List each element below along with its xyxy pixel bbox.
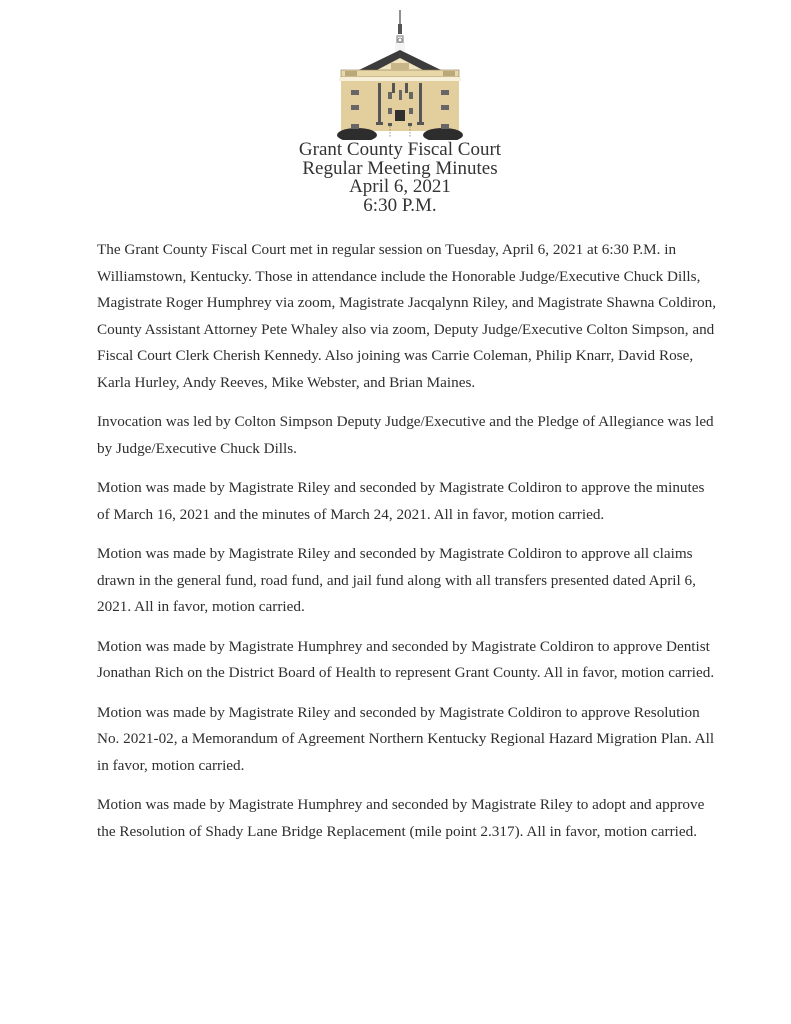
meeting-time: 6:30 P.M. [363, 194, 437, 216]
motion-paragraph: Motion was made by Magistrate Humphrey and seconded by Magistrate Coldiron to approve Dentist Jonathan Rich on the District Board of Health to represent Grant County. All in favor, motion carried. [97, 637, 715, 681]
motion-paragraph: Motion was made by Magistrate Riley and seconded by Magistrate Coldiron to approve all claims drawn in the general fund, road fund, and jail fund along with all transfers presented dated April 6, 2021. All in favor, motion carried. [97, 545, 696, 615]
meeting-date: April 6, 2021 [349, 176, 451, 197]
meeting-type: Regular Meeting Minutes [302, 157, 498, 179]
court-name: Grant County Fiscal Court [298, 139, 502, 160]
courthouse-building-icon [337, 10, 463, 140]
attendance-paragraph: The Grant County Fiscal Court met in regular session on Tuesday, April 6, 2021 at 6:30 P.M. in Williamstown, Kentucky. Those in attendance include the Honorable Judge/Executive Chuck Dills, Magistrate Roger Humphrey via zoom, Magistrate Jacqalynn Riley, and Magistrate Shawna Coldiron, County Assistant Attorney Pete Whaley also via zoom, Deputy Judge/Executive Colton Simpson, and Fiscal Court Clerk Cherish Kennedy. Also joining was Carrie Coleman, Philip Knarr, David Rose, Karla Hurley, Andy Reeves, Mike Webster, and Brian Maines. [97, 241, 717, 391]
document-title-block [200, 141, 600, 215]
minutes-body [97, 237, 717, 858]
invocation-paragraph: Invocation was led by Colton Simpson Deputy Judge/Executive and the Pledge of Allegiance was led by Judge/Executive Chuck Dills. [97, 413, 714, 457]
motion-paragraph: Motion was made by Magistrate Riley and seconded by Magistrate Coldiron to approve the minutes of March 16, 2021 and the minutes of March 24, 2021. All in favor, motion carried. [97, 479, 705, 523]
motion-paragraph: Motion was made by Magistrate Humphrey and seconded by Magistrate Riley to adopt and approve the Resolution of Shady Lane Bridge Replacement (mile point 2.317). All in favor, motion carried. [97, 796, 705, 840]
motion-paragraph: Motion was made by Magistrate Riley and seconded by Magistrate Coldiron to approve Resolution No. 2021-02, a Memorandum of Agreement Northern Kentucky Regional Hazard Migration Plan. All in favor, motion carried. [97, 703, 715, 774]
